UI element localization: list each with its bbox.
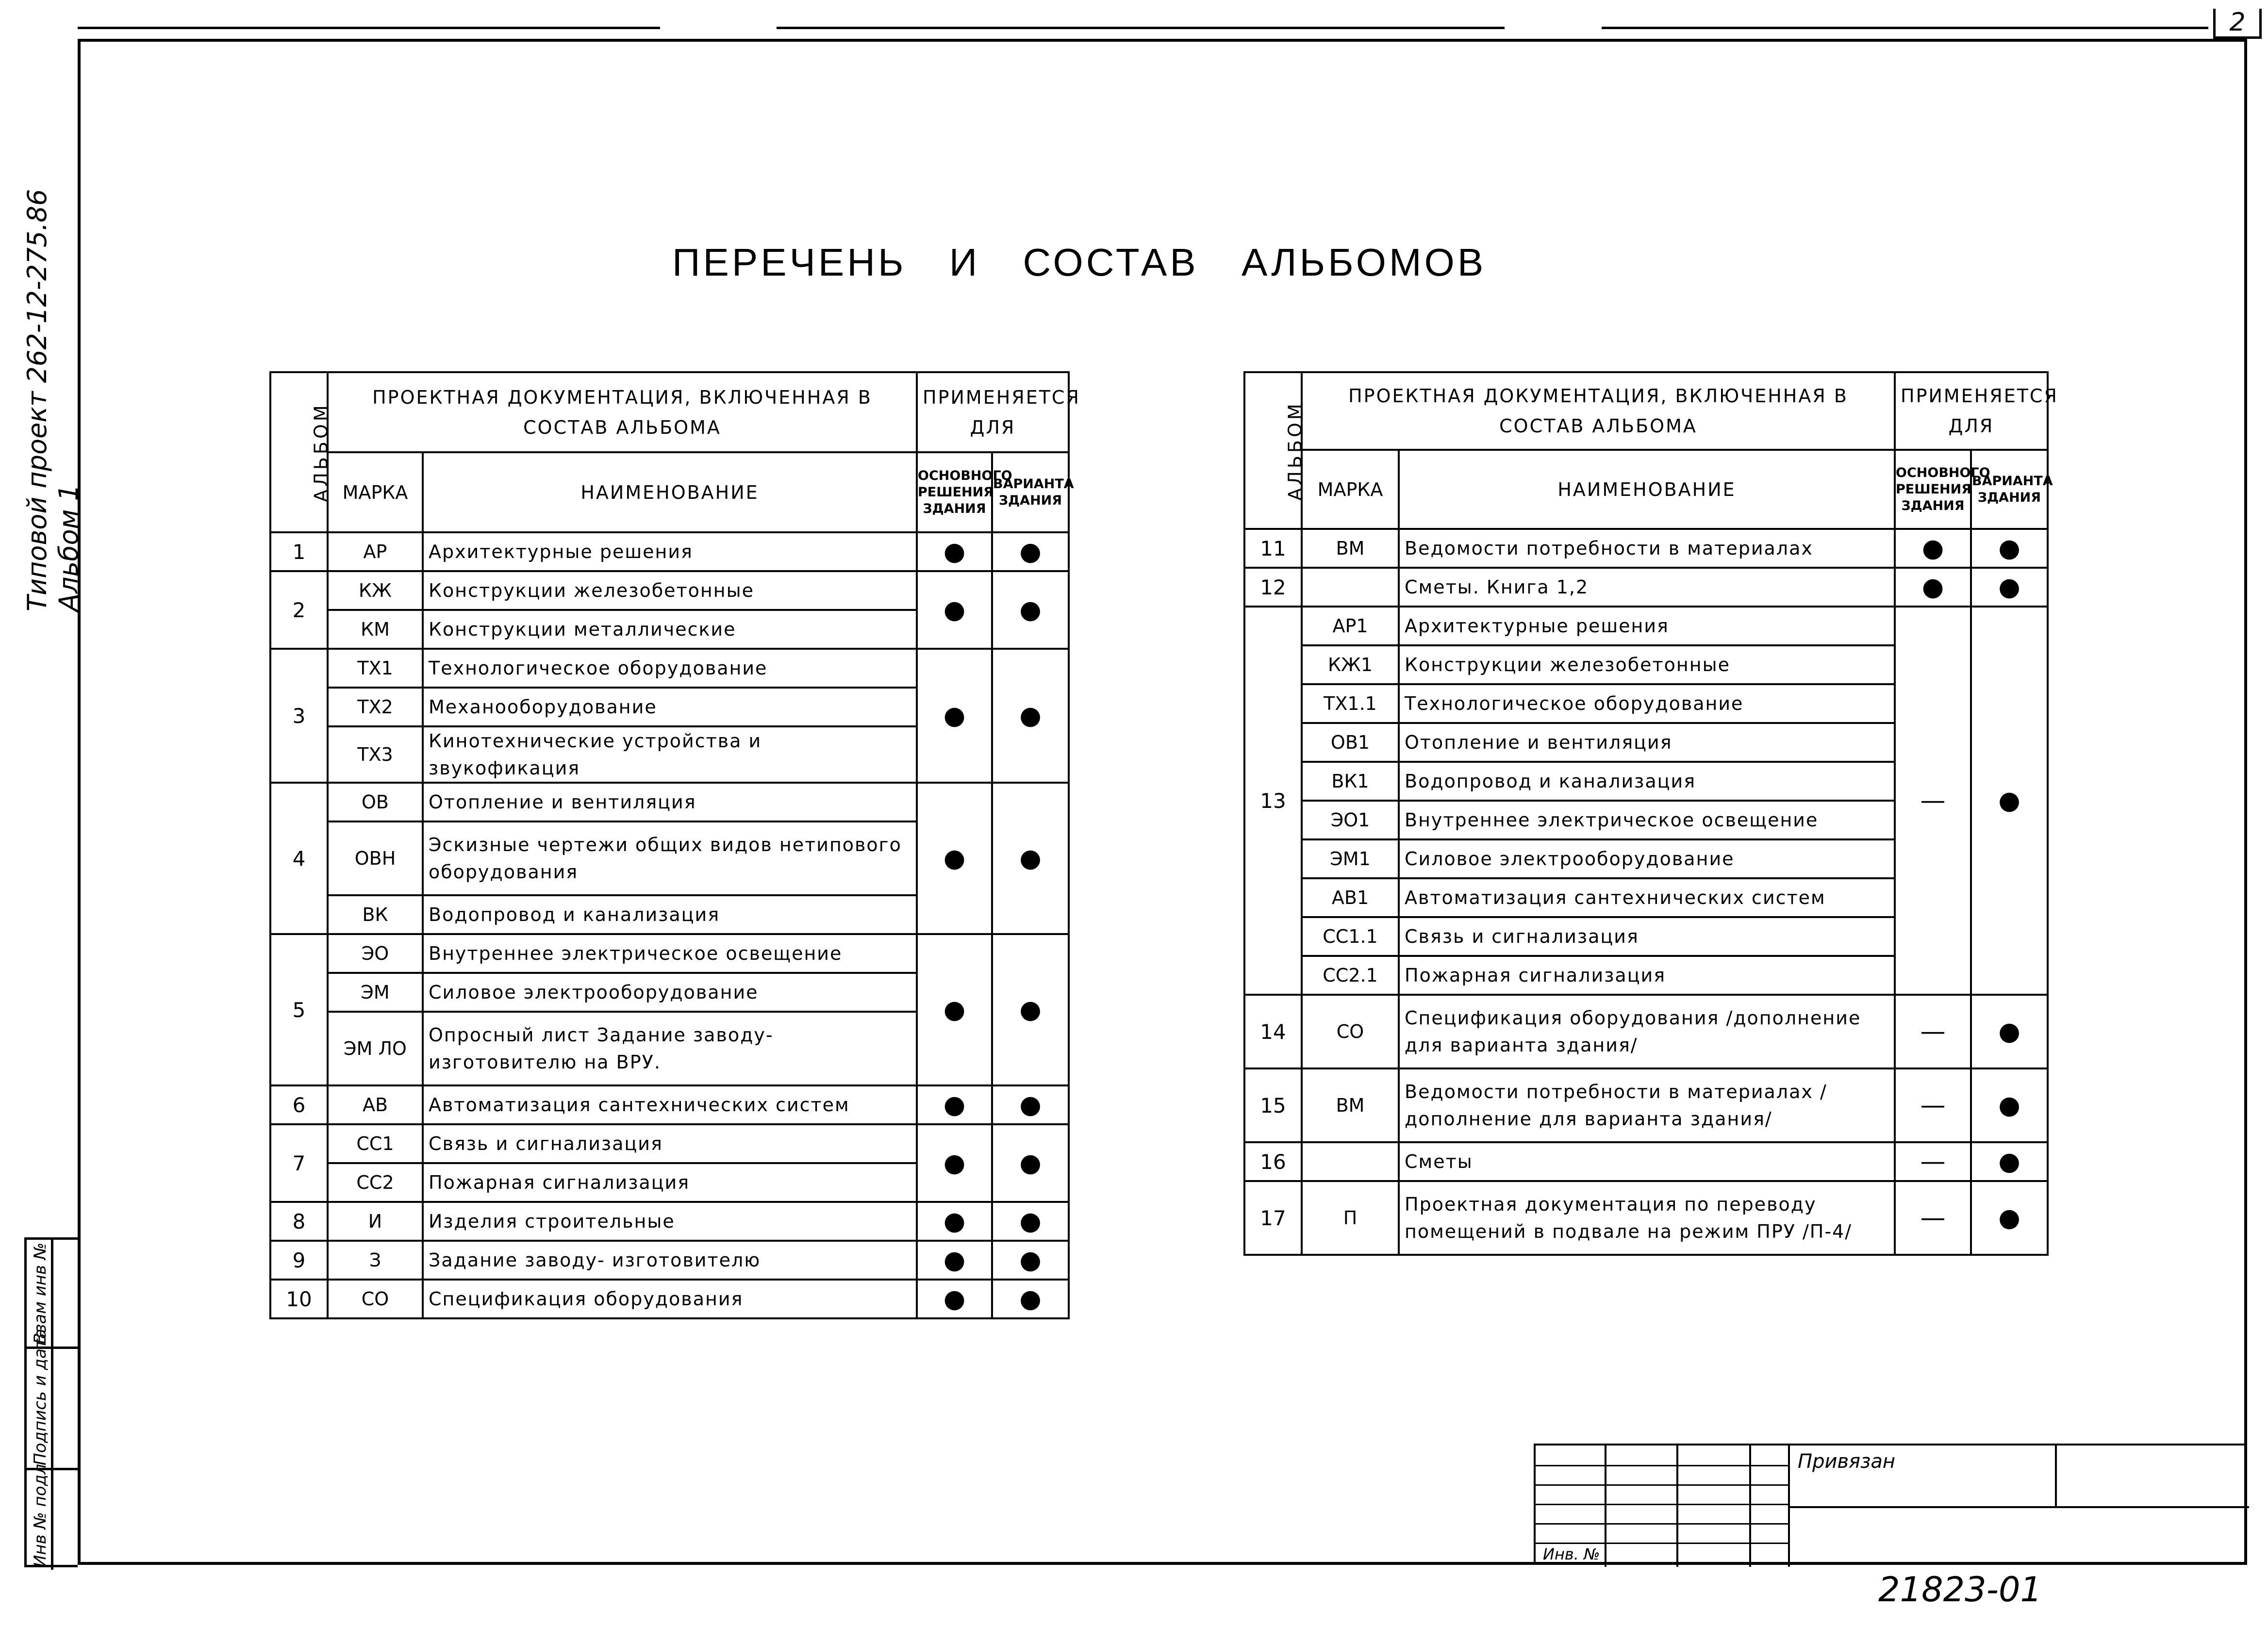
item-mark: ВМ — [1302, 1068, 1399, 1142]
table-row — [270, 1124, 1069, 1163]
item-mark: ОВН — [328, 821, 423, 895]
applies-base: ● — [917, 1202, 992, 1241]
item-name: Отопление и вентиляция — [423, 783, 917, 821]
album-number: 14 — [1244, 995, 1302, 1068]
album-number: 7 — [270, 1124, 328, 1202]
item-name: Внутреннее электрическое освещение — [1399, 801, 1895, 839]
album-number: 3 — [270, 649, 328, 783]
applies-base: ● — [917, 571, 992, 649]
album-number: 2 — [270, 571, 328, 649]
applies-variant: ● — [1971, 529, 2048, 568]
side-label-project: Типовой проект 262-12-275.86 — [22, 189, 52, 611]
table-row — [270, 1280, 1069, 1318]
album-number: 16 — [1244, 1142, 1302, 1181]
item-mark: ВК — [328, 895, 423, 934]
albums-table-left — [269, 371, 1080, 1319]
item-name: Сметы. Книга 1,2 — [1399, 568, 1895, 607]
header-applied-for: ПРИМЕНЯЕТСЯ ДЛЯ — [1895, 372, 2048, 450]
album-number: 13 — [1244, 607, 1302, 995]
item-name: Проектная документация по переводу помещений в подвале на режим ПРУ /П-4/ — [1399, 1181, 1895, 1255]
item-mark: СС2.1 — [1302, 956, 1399, 995]
item-name: Опросный лист Задание заводу-изготовителю на ВРУ. — [423, 1012, 917, 1085]
album-number: 8 — [270, 1202, 328, 1241]
page-title: ПЕРЕЧЕНЬ И СОСТАВ АЛЬБОМОВ — [672, 241, 1487, 284]
item-name: Сметы — [1399, 1142, 1895, 1181]
table-header-row — [270, 452, 1069, 532]
header-applied-for: ПРИМЕНЯЕТСЯ ДЛЯ — [917, 372, 1069, 452]
top-edge-line — [777, 27, 1505, 29]
header-base-solution: ОСНОВНОГО РЕШЕНИЯ ЗДАНИЯ — [1895, 450, 1971, 529]
applies-base: ● — [1895, 529, 1971, 568]
item-mark: З — [328, 1241, 423, 1280]
item-name: Конструкции железобетонные — [423, 571, 917, 610]
top-edge-line — [78, 27, 660, 29]
applies-base: — — [1895, 607, 1971, 995]
table-row — [1244, 1181, 2048, 1255]
stamp-tied-label: Привязан — [1798, 1450, 1896, 1473]
applies-base: ● — [917, 783, 992, 934]
item-mark: ОВ — [328, 783, 423, 821]
side-label-album: Альбом 1 — [53, 484, 84, 611]
item-name: Отопление и вентиляция — [1399, 723, 1895, 762]
applies-variant: ● — [992, 783, 1069, 934]
header-documentation: ПРОЕКТНАЯ ДОКУМЕНТАЦИЯ, ВКЛЮЧЕННАЯ В СОСТАВ АЛЬБОМА — [328, 372, 917, 452]
item-name: Силовое электрооборудование — [1399, 839, 1895, 878]
header-album-label: АЛЬБОМ — [1284, 400, 1306, 501]
side-stamp-label: Инв № подл — [31, 1464, 50, 1567]
applies-variant: ● — [1971, 1181, 2048, 1255]
stamp-inv-label: Инв. № — [1543, 1545, 1600, 1563]
item-name: Архитектурные решения — [423, 532, 917, 571]
item-mark: КЖ1 — [1302, 645, 1399, 684]
item-mark — [1302, 1142, 1399, 1181]
table-row — [1244, 995, 2048, 1068]
applies-variant: ● — [1971, 607, 2048, 995]
album-number: 9 — [270, 1241, 328, 1280]
item-name: Эскизные чертежи общих видов нетипового оборудования — [423, 821, 917, 895]
item-name: Водопровод и канализация — [1399, 762, 1895, 801]
applies-base: — — [1895, 1181, 1971, 1255]
header-album — [1244, 372, 1306, 529]
applies-variant: ● — [992, 571, 1069, 649]
header-name: НАИМЕНОВАНИЕ — [423, 452, 917, 532]
applies-variant: ● — [992, 1202, 1069, 1241]
item-name: Связь и сигнализация — [1399, 917, 1895, 956]
item-mark: ОВ1 — [1302, 723, 1399, 762]
applies-base: — — [1895, 1068, 1971, 1142]
side-stamp-label: Взам инв № — [31, 1242, 50, 1344]
item-mark: АР1 — [1302, 607, 1399, 645]
header-album-label: АЛЬБОМ — [310, 402, 332, 502]
applies-base: ● — [917, 1241, 992, 1280]
album-number: 11 — [1244, 529, 1302, 568]
applies-variant: ● — [1971, 568, 2048, 607]
applies-base: ● — [1895, 568, 1971, 607]
item-mark: ЭМ — [328, 973, 423, 1012]
applies-variant: ● — [992, 1124, 1069, 1202]
item-mark: СО — [1302, 995, 1399, 1068]
applies-variant: ● — [992, 1280, 1069, 1318]
item-mark: ТХ1 — [328, 649, 423, 688]
applies-variant: ● — [1971, 995, 2048, 1068]
item-mark: П — [1302, 1181, 1399, 1255]
item-mark: ЭО — [328, 934, 423, 973]
table-row — [1244, 529, 2048, 568]
item-name: Механооборудование — [423, 688, 917, 726]
header-name: НАИМЕНОВАНИЕ — [1399, 450, 1895, 529]
item-name: Технологическое оборудование — [423, 649, 917, 688]
header-variant: ВАРИАНТА ЗДАНИЯ — [992, 452, 1069, 532]
header-mark: МАРКА — [1302, 450, 1399, 529]
item-mark: АР — [328, 532, 423, 571]
item-mark: СС1.1 — [1302, 917, 1399, 956]
item-name: Задание заводу- изготовителю — [423, 1241, 917, 1280]
item-name: Пожарная сигнализация — [1399, 956, 1895, 995]
album-number: 6 — [270, 1085, 328, 1124]
album-number: 12 — [1244, 568, 1302, 607]
albums-table-right — [1243, 371, 2058, 1256]
item-mark: ЭМ ЛО — [328, 1012, 423, 1085]
table-row — [270, 532, 1069, 571]
item-mark: ВК1 — [1302, 762, 1399, 801]
album-number: 17 — [1244, 1181, 1302, 1255]
table-header-row — [1244, 450, 2048, 529]
table-row — [270, 934, 1069, 973]
header-documentation: ПРОЕКТНАЯ ДОКУМЕНТАЦИЯ, ВКЛЮЧЕННАЯ В СОСТАВ АЛЬБОМА — [1302, 372, 1895, 450]
item-mark: АВ — [328, 1085, 423, 1124]
item-mark: ВМ — [1302, 529, 1399, 568]
album-number: 15 — [1244, 1068, 1302, 1142]
table-row — [1244, 1068, 2048, 1142]
item-name: Архитектурные решения — [1399, 607, 1895, 645]
item-name: Спецификация оборудования — [423, 1280, 917, 1318]
applies-variant: ● — [992, 934, 1069, 1085]
header-base-solution: ОСНОВНОГО РЕШЕНИЯ ЗДАНИЯ — [917, 452, 992, 532]
item-mark: СС1 — [328, 1124, 423, 1163]
item-name: Изделия строительные — [423, 1202, 917, 1241]
item-mark — [1302, 568, 1399, 607]
applies-base: ● — [917, 1085, 992, 1124]
applies-variant: ● — [1971, 1142, 2048, 1181]
item-name: Пожарная сигнализация — [423, 1163, 917, 1202]
item-name: Спецификация оборудования /дополнение для варианта здания/ — [1399, 995, 1895, 1068]
table-row — [270, 1241, 1069, 1280]
applies-base: ● — [917, 1124, 992, 1202]
item-name: Водопровод и канализация — [423, 895, 917, 934]
applies-base: — — [1895, 1142, 1971, 1181]
applies-variant: ● — [1971, 1068, 2048, 1142]
title-block-stamp — [1534, 1444, 2247, 1565]
applies-variant: ● — [992, 649, 1069, 783]
document-number: 21823-01 — [1878, 1570, 2042, 1610]
applies-base: ● — [917, 934, 992, 1085]
top-edge-line — [1602, 27, 2208, 29]
item-name: Связь и сигнализация — [423, 1124, 917, 1163]
album-number: 10 — [270, 1280, 328, 1318]
item-mark: АВ1 — [1302, 878, 1399, 917]
table-row — [270, 649, 1069, 688]
applies-base: ● — [917, 649, 992, 783]
applies-base: ● — [917, 1280, 992, 1318]
item-name: Ведомости потребности в материалах /дополнение для варианта здания/ — [1399, 1068, 1895, 1142]
table-row — [1244, 568, 2048, 607]
item-name: Кинотехнические устройства и звукофикация — [423, 726, 917, 783]
item-name: Автоматизация сантехнических систем — [423, 1085, 917, 1124]
applies-base: — — [1895, 995, 1971, 1068]
item-mark: КЖ — [328, 571, 423, 610]
page-number: 2 — [2213, 9, 2262, 39]
side-stamp — [24, 1237, 78, 1567]
applies-variant: ● — [992, 532, 1069, 571]
item-mark: КМ — [328, 610, 423, 649]
item-mark: ТХ2 — [328, 688, 423, 726]
item-mark: СО — [328, 1280, 423, 1318]
table-row — [270, 1085, 1069, 1124]
table-row — [270, 1202, 1069, 1241]
item-name: Конструкции металлические — [423, 610, 917, 649]
table-row — [270, 571, 1069, 610]
item-name: Автоматизация сантехнических систем — [1399, 878, 1895, 917]
album-number: 4 — [270, 783, 328, 934]
item-mark: ТХ1.1 — [1302, 684, 1399, 723]
header-mark: МАРКА — [328, 452, 423, 532]
table-header-row — [1244, 372, 2048, 450]
item-name: Конструкции железобетонные — [1399, 645, 1895, 684]
table-row — [270, 783, 1069, 821]
applies-variant: ● — [992, 1241, 1069, 1280]
item-name: Ведомости потребности в материалах — [1399, 529, 1895, 568]
side-stamp-label: Подпись и дата — [31, 1329, 50, 1465]
applies-base: ● — [917, 532, 992, 571]
applies-variant: ● — [992, 1085, 1069, 1124]
table-row — [1244, 1142, 2048, 1181]
album-number: 1 — [270, 532, 328, 571]
item-mark: ТХ3 — [328, 726, 423, 783]
item-mark: ЭО1 — [1302, 801, 1399, 839]
table-header-row — [270, 372, 1069, 452]
item-name: Силовое электрооборудование — [423, 973, 917, 1012]
item-mark: ЭМ1 — [1302, 839, 1399, 878]
header-variant: ВАРИАНТА ЗДАНИЯ — [1971, 450, 2048, 529]
header-album — [270, 372, 332, 532]
table-row — [1244, 607, 2048, 645]
item-name: Внутреннее электрическое освещение — [423, 934, 917, 973]
item-mark: И — [328, 1202, 423, 1241]
album-number: 5 — [270, 934, 328, 1085]
item-name: Технологическое оборудование — [1399, 684, 1895, 723]
item-mark: СС2 — [328, 1163, 423, 1202]
